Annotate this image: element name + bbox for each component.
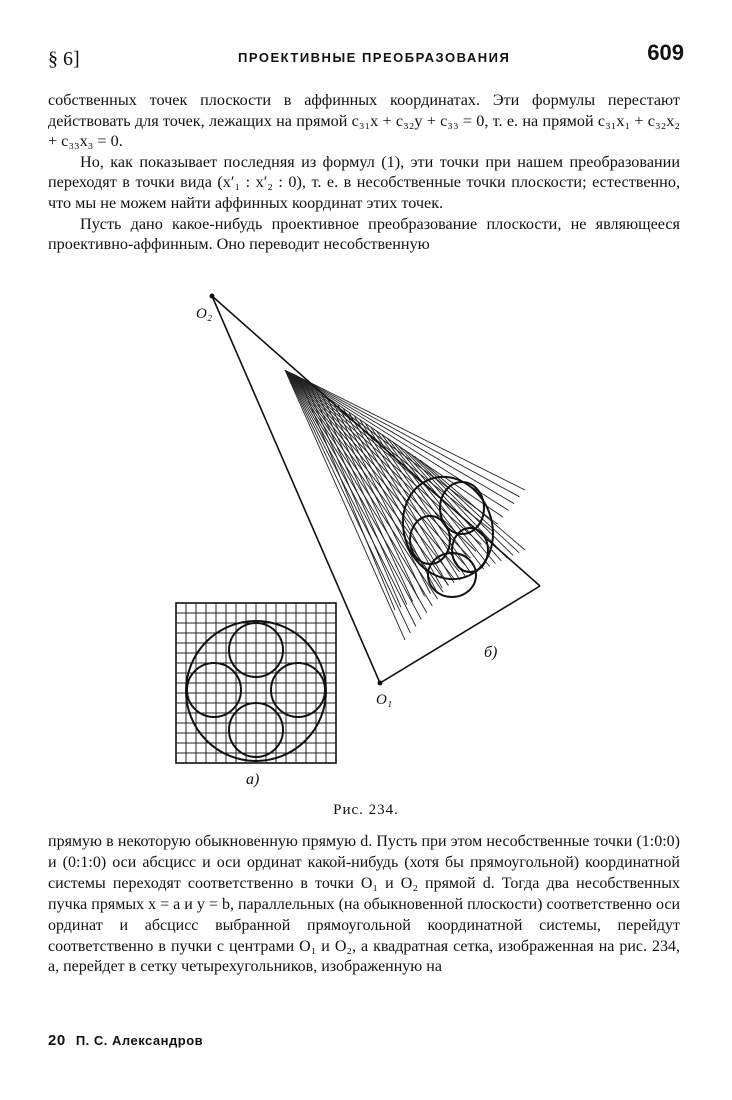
paragraph: прямую в некоторую обыкновенную прямую d. Пусть при этом несобственные точки (1:0:0) и (0:1:0) оси абсцисс и оси ординат какой-нибудь (хотя бы прямоугольной) координатной системы переходят соответственно в точки O₁ и O₂ прямой d. Тогда два несобственных пучка прямых x = a и y = b, параллельных (на обыкновенной плоскости) соответственно оси ординат и абсцисс выбранной прямоугольной координатной системы, перейдут соответственно в пучки с центрами O₁ и O₂, а квадратная сетка, изображенная на рис. 234, a, перейдет в сетку четырехугольников, изображенную на [48, 833, 680, 976]
page-number: 609 [647, 40, 684, 65]
square-grid-lines [176, 603, 336, 763]
signature-line [48, 1032, 203, 1049]
label-o1: O₁ [376, 692, 393, 708]
paragraph: собственных точек плоскости в аффинных координатах. Эти формулы перестают действовать для точек, лежащих на прямой c₃₁x + c₃₂y + c₃₃ = 0, т. е. на прямой c₃₁x₁ + c₃₂x₂ + c₃₃x₃ = 0. [48, 91, 680, 151]
label-o2: O₂ [196, 306, 213, 322]
paragraph: Но, как показывает последняя из формул (1), эти точки при нашем преобразовании переходят в точки вида (x′₁ : x′₂ : 0), т. е. в несобственные точки плоскости; естественно, что мы не можем найти аффинных координат этих точек. [48, 152, 680, 212]
projective-figure [210, 294, 541, 686]
signature-number: 20 [48, 1032, 66, 1049]
square-grid-figure [176, 603, 336, 763]
running-title: ПРОЕКТИВНЫЕ ПРЕОБРАЗОВАНИЯ [238, 50, 511, 65]
signature-text: П. С. Александров [75, 1033, 204, 1048]
label-a: a) [246, 771, 260, 788]
figure-caption: Рис. 234. [333, 802, 399, 818]
section-marker: § 6] [48, 48, 80, 70]
label-b: б) [484, 644, 498, 661]
body-text-bottom [48, 832, 680, 978]
paragraph: Пусть дано какое-нибудь проективное преобразование плоскости, не являющееся проективно-аффинным. Оно переводит несобственную [48, 214, 680, 254]
